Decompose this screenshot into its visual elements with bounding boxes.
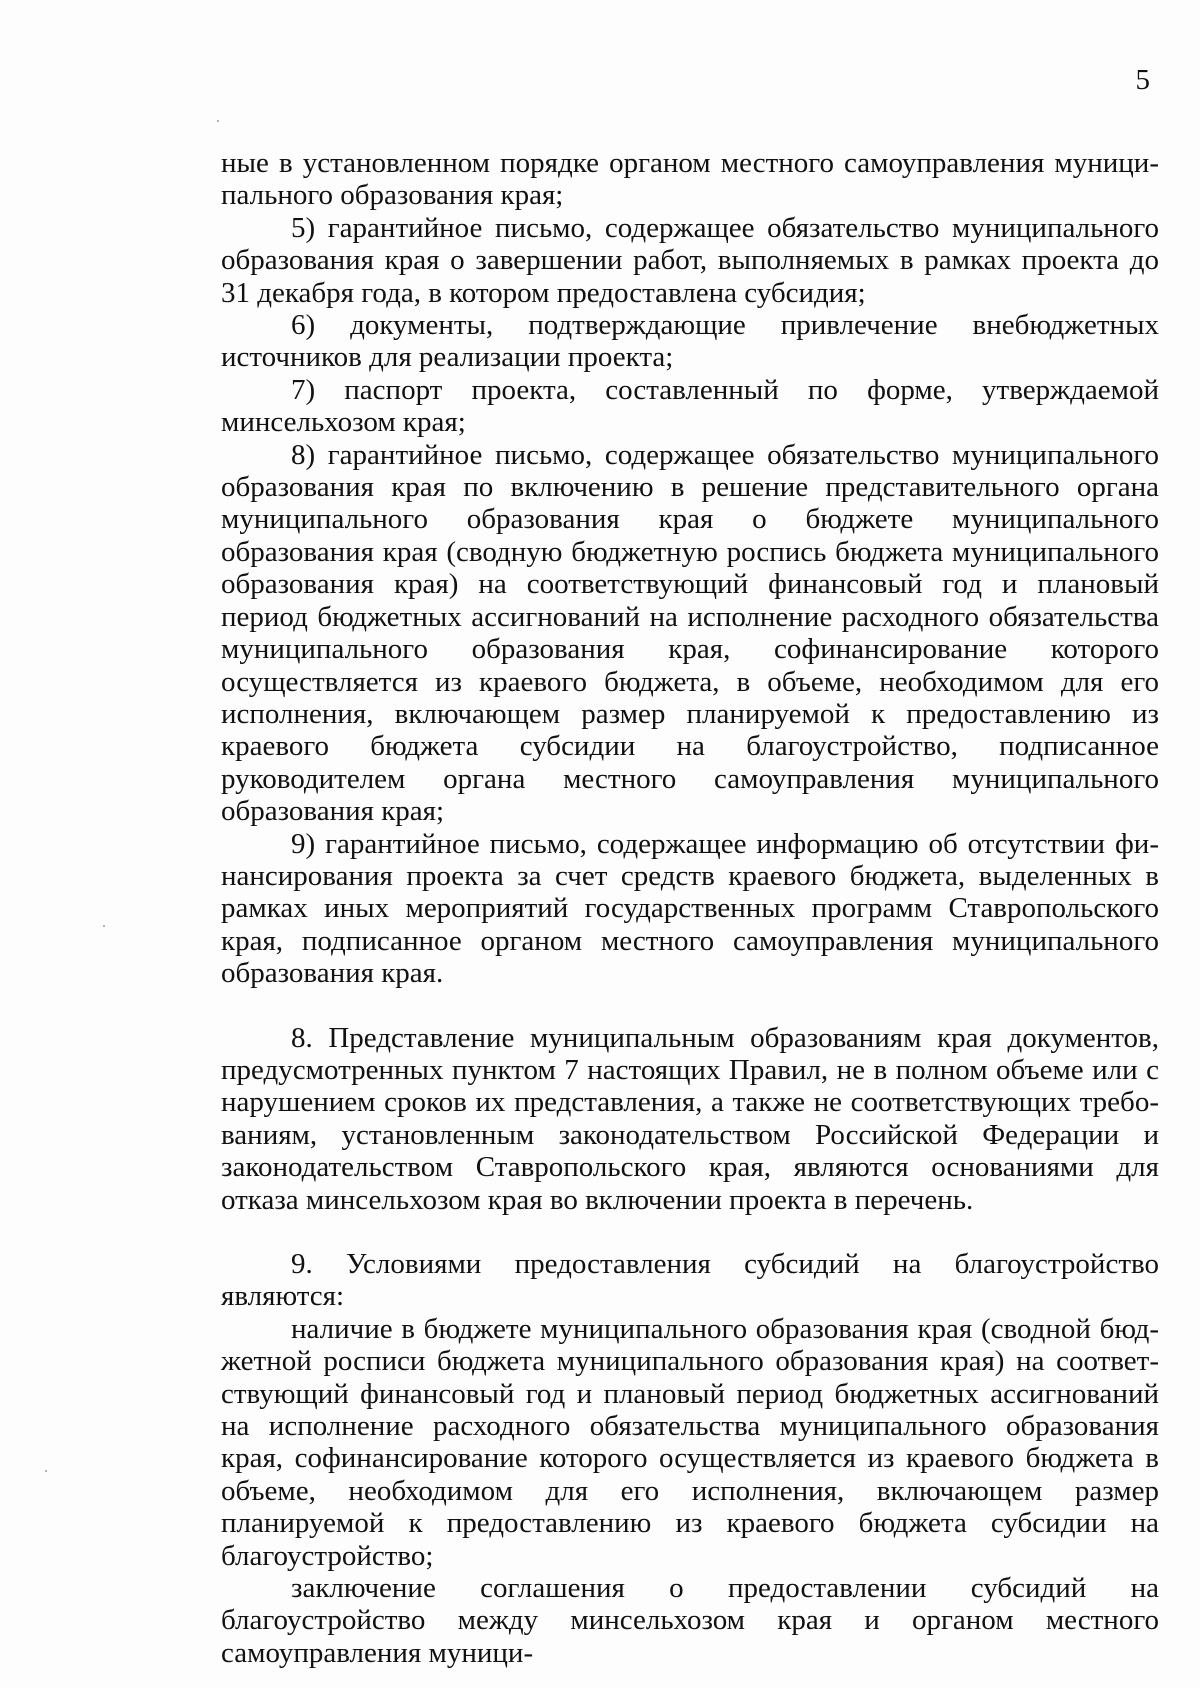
clause-8: 8. Представление муниципальным образованиям края документов, предусмотренных пунктом 7 настоящих Правил, не в полном объеме или с нарушением сроков их представления, а также не соответствующих требованиям, установленным законодательством Российской Федерации и законодательством Ставропольского края, являются основаниями для отказа минсельхозом края во включении проекта в перечень. — [221, 1021, 1159, 1216]
list-item-8: 8) гарантийное письмо, содержащее обязательство муниципального образования края по включению в решение представительного органа муниципального образования края о бюджете муниципального образования края (сводную бюджетную роспись бюджета муниципального образования края) на соответствующий финансовый год и плановый период бюджетных ассигнований на исполнение расходного обязательства муниципального образования края, софинансирование которого осуществляется из краевого бюджета, в объеме, необходимом для его исполнения, включающем размер планируемой к предоставлению из краевого бюджета субсидии на благоустройство, подписанное руководителем органа местного самоуправления муниципального образования края; — [221, 438, 1159, 828]
scan-speck — [103, 925, 105, 927]
scan-speck — [217, 120, 219, 122]
list-item-7: 7) паспорт проекта, составленный по форме, утверждаемой минсельхозом края; — [221, 373, 1159, 439]
page-number: 5 — [1135, 64, 1150, 96]
paragraph-continuation: ные в установленном порядке органом местного самоуправления муниципального образования края; — [221, 147, 1159, 212]
scan-speck — [45, 1470, 47, 1472]
list-item-5: 5) гарантийное письмо, содержащее обязательство муниципального образования края о завершении работ, выполняемых в рамках проекта до 31 декабря года, в котором предоставлена субсидия; — [221, 211, 1159, 309]
list-item-9: 9) гарантийное письмо, содержащее информацию об отсутствии финансирования проекта за счет средств краевого бюджета, выделенных в рамках иных мероприятий государственных программ Ставропольского края, подписанное органом местного самоуправления муниципального образования края. — [221, 827, 1159, 990]
clause-9-heading: 9. Условиями предоставления субсидий на благоустройство являются: — [221, 1248, 1159, 1313]
clause-9-condition-1: наличие в бюджете муниципального образования края (сводной бюджетной росписи бюджета муниципального образования края) на соответствующий финансовый год и плановый период бюджетных ассигнований на исполнение расходного обязательства муниципального образования края, софинансирование которого осуществляется из краевого бюджета в объеме, необходимом для его исполнения, включающем размер планируемой к предоставлению из краевого бюджета субсидии на благоустройство; — [221, 1312, 1159, 1572]
list-item-6: 6) документы, подтверждающие привлечение внебюджетных источников для реализации проекта; — [221, 309, 1159, 374]
clause-9-condition-2: заключение соглашения о предоставлении субсидий на благоустройство между минсельхозом края и органом местного самоуправления муници- — [221, 1572, 1159, 1669]
document-body — [221, 147, 1159, 1669]
